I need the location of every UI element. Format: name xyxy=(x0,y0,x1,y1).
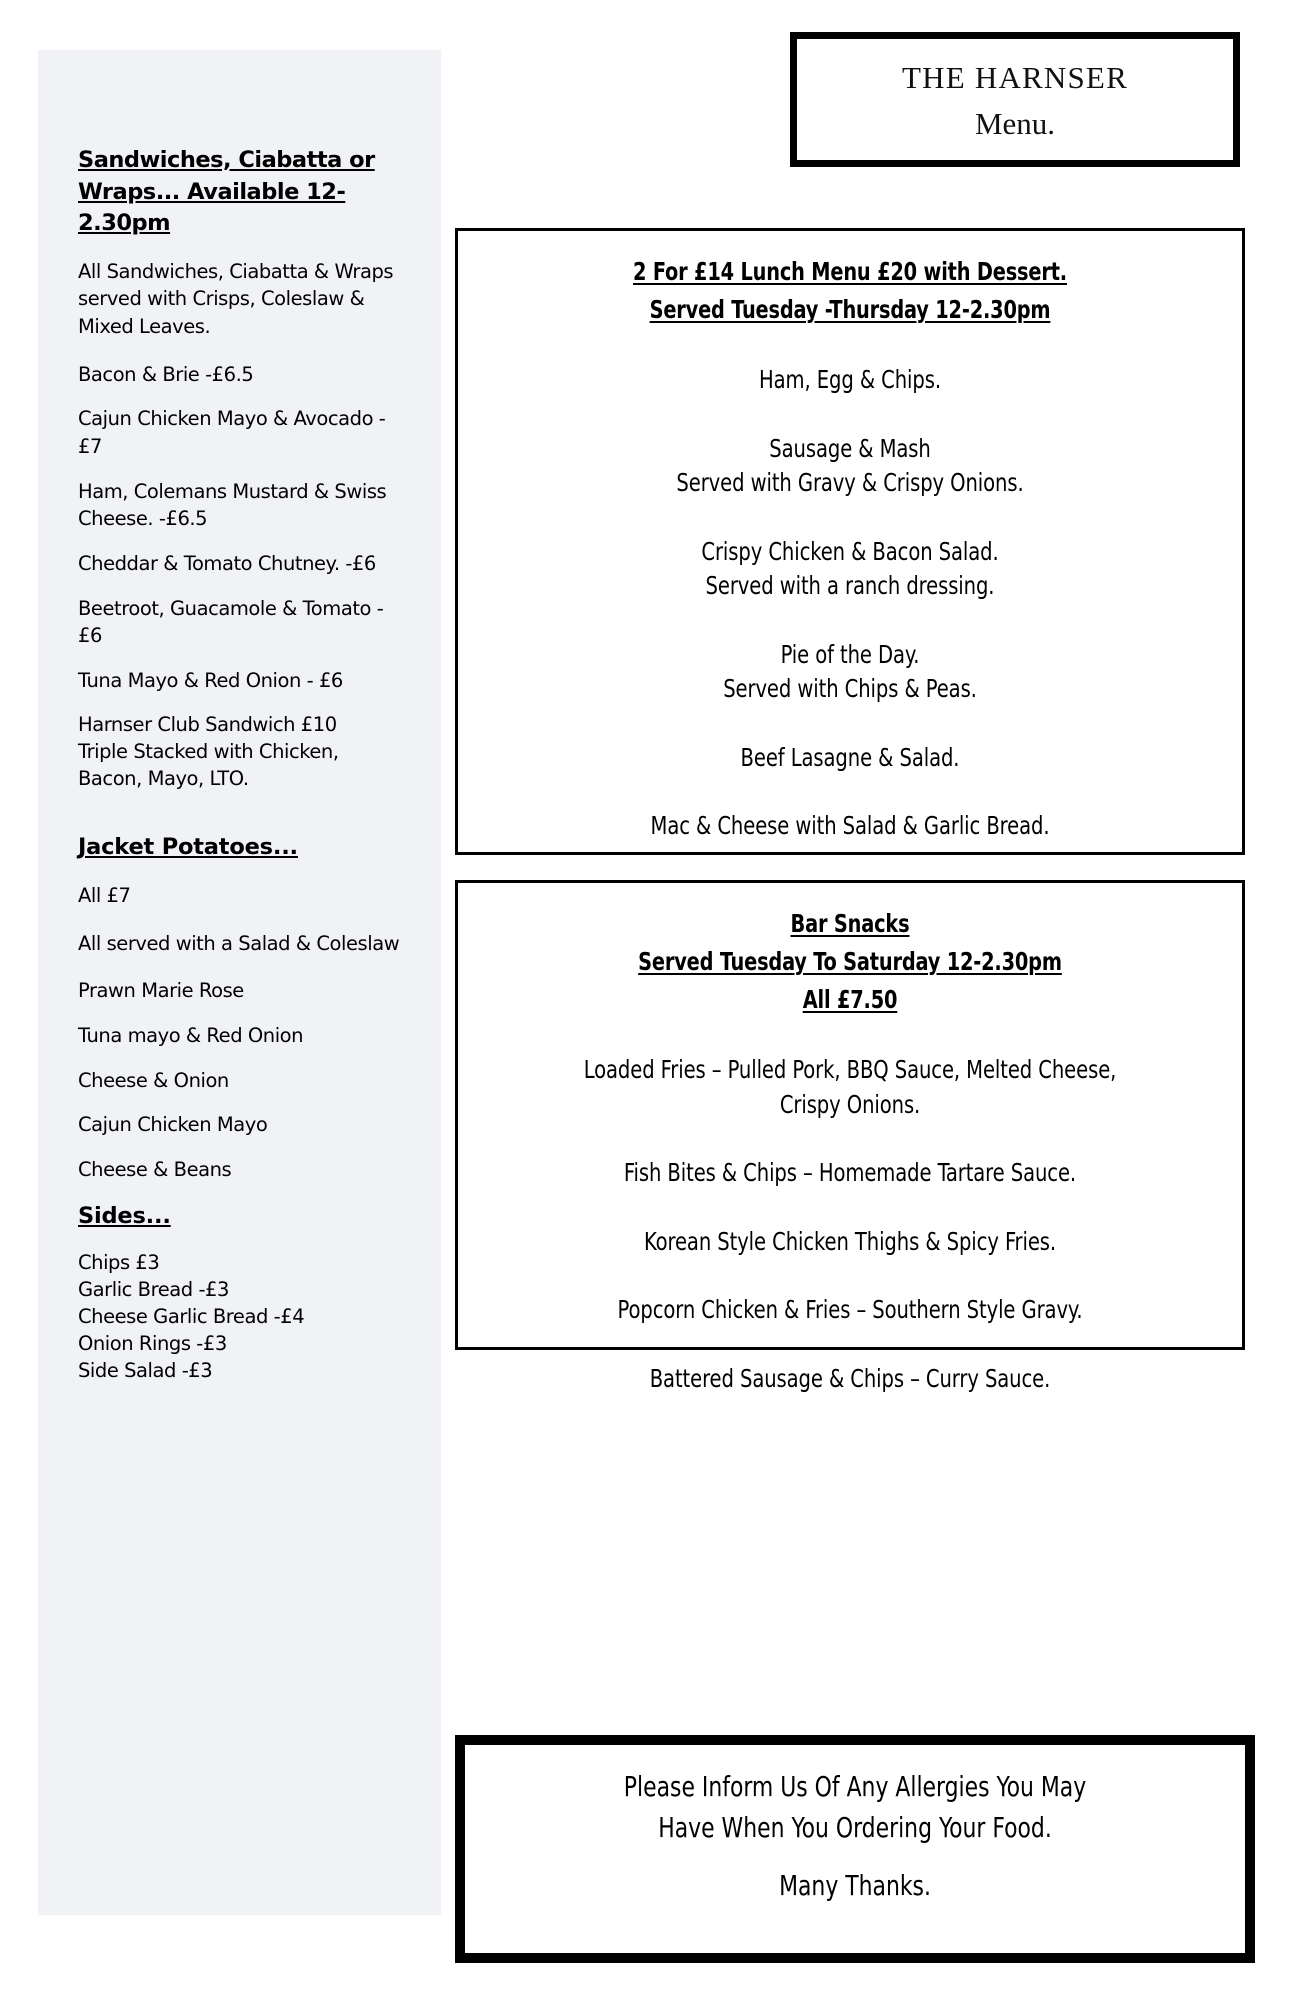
list-item: Tuna mayo & Red Onion xyxy=(78,1024,304,1048)
sandwiches-heading xyxy=(78,145,403,240)
list-item: Cheese & Onion xyxy=(78,1068,229,1092)
sides-heading xyxy=(78,1201,403,1233)
bar-snacks-content xyxy=(458,883,1242,1396)
allergy-notice-line-3: Many Thanks. xyxy=(779,1869,931,1903)
list-item: Tuna Mayo & Red Onion - £6 xyxy=(78,669,343,693)
sandwiches-heading-line-2: Wraps... Available 12- xyxy=(78,178,346,205)
snacks-heading-line-1: Bar Snacks xyxy=(790,909,910,938)
jacket-potatoes-heading xyxy=(78,832,403,864)
sidebar-panel xyxy=(38,50,441,1915)
spacer xyxy=(485,1848,1225,1866)
section-spacer xyxy=(78,792,403,832)
club-sandwich-block xyxy=(78,712,403,793)
jacket-potatoes-heading-text: Jacket Potatoes... xyxy=(78,834,298,861)
list-item: Beef Lasagne & Salad. xyxy=(740,742,960,772)
sandwiches-heading-line-3: 2.30pm xyxy=(78,210,171,236)
club-sandwich-line-1: Harnser Club Sandwich £10 xyxy=(78,712,337,736)
list-item: Side Salad -£3 xyxy=(78,1358,213,1382)
list-item-detail: Crispy Onions. xyxy=(779,1089,921,1119)
list-item: Battered Sausage & Chips – Curry Sauce. xyxy=(649,1363,1051,1393)
allergy-notice-content xyxy=(465,1745,1245,1907)
list-item: Prawn Marie Rose xyxy=(78,979,244,1003)
list-item: Crispy Chicken & Bacon Salad. xyxy=(701,536,999,566)
list-item: Cheese Garlic Bread -£4 xyxy=(78,1305,305,1329)
allergy-notice-panel xyxy=(455,1735,1255,1963)
spacer xyxy=(484,604,1216,638)
menu-subtitle: Menu. xyxy=(974,105,1056,141)
spacer xyxy=(484,844,1216,878)
list-item: Mac & Cheese with Salad & Garlic Bread. xyxy=(650,811,1050,840)
club-sandwich-line-2: Triple Stacked with Chicken, xyxy=(78,739,339,763)
spacer xyxy=(484,1328,1216,1362)
list-item: Korean Style Chicken Thighs & Spicy Fries. xyxy=(643,1226,1057,1256)
list-item: Ham, Colemans Mustard & Swiss Cheese. -£6.5 xyxy=(78,479,387,531)
list-item: Fish Bites & Chips – Homemade Tartare Sauce. xyxy=(623,1158,1077,1187)
list-item-detail: Served with Gravy & Crispy Onions. xyxy=(676,468,1024,497)
spacer xyxy=(484,1191,1216,1225)
lunch-menu-content xyxy=(458,231,1242,912)
list-item: Cajun Chicken Mayo xyxy=(78,1113,268,1137)
list-item: Sausage & Mash xyxy=(769,433,931,463)
restaurant-title-box xyxy=(790,32,1240,167)
snacks-heading-line-2: Served Tuesday To Saturday 12-2.30pm xyxy=(638,947,1062,976)
spacer xyxy=(484,501,1216,535)
spacer xyxy=(484,1122,1216,1156)
spacer xyxy=(484,1019,1216,1053)
snacks-heading-line-3: All £7.50 xyxy=(802,985,898,1014)
list-item: Chips £3 xyxy=(78,1251,160,1275)
spacer xyxy=(484,707,1216,741)
jacket-potatoes-price: All £7 xyxy=(78,883,131,907)
bar-snacks-panel xyxy=(455,880,1245,1393)
list-item-detail: Served with Chips & Peas. xyxy=(723,674,977,703)
allergy-notice-line-1: Please Inform Us Of Any Allergies You May xyxy=(623,1770,1087,1803)
lunch-heading-line-2: Served Tuesday -Thursday 12-2.30pm xyxy=(649,295,1051,324)
lunch-menu-panel xyxy=(455,228,1245,855)
list-item: Cajun Chicken Mayo & Avocado -£7 xyxy=(78,407,386,458)
club-sandwich-line-3: Bacon, Mayo, LTO. xyxy=(78,766,249,790)
sides-list xyxy=(78,1250,403,1385)
list-item: Cheddar & Tomato Chutney. -£6 xyxy=(78,552,376,575)
list-item: Popcorn Chicken & Fries – Southern Style Gravy. xyxy=(617,1295,1083,1324)
list-item: Beetroot, Guacamole & Tomato - £6 xyxy=(78,596,384,648)
sandwiches-heading-line-1: Sandwiches, Ciabatta or xyxy=(78,147,375,173)
spacer xyxy=(484,775,1216,809)
restaurant-name: THE HARNSER xyxy=(902,59,1128,95)
list-item: Cheese & Beans xyxy=(78,1158,232,1182)
list-item: Garlic Bread -£3 xyxy=(78,1278,229,1302)
list-item: Pie of the Day. xyxy=(780,639,920,669)
list-item: Onion Rings -£3 xyxy=(78,1332,227,1355)
list-item: Loaded Fries – Pulled Pork, BBQ Sauce, Melted Cheese, xyxy=(583,1055,1117,1084)
list-item: Bacon & Brie -£6.5 xyxy=(78,362,254,386)
jacket-potatoes-serve-note: All served with a Salad & Coleslaw xyxy=(78,931,400,955)
spacer xyxy=(484,1259,1216,1293)
allergy-notice-line-2: Have When You Ordering Your Food. xyxy=(658,1810,1052,1844)
lunch-heading-line-1: 2 For £14 Lunch Menu £20 with Dessert. xyxy=(632,257,1067,286)
spacer xyxy=(484,329,1216,363)
spacer xyxy=(484,398,1216,432)
sandwiches-intro: All Sandwiches, Ciabatta & Wraps served with Crisps, Coleslaw & Mixed Leaves. xyxy=(78,259,394,338)
list-item: Ham, Egg & Chips. xyxy=(759,365,941,394)
list-item-detail: Served with a ranch dressing. xyxy=(705,571,995,600)
sides-heading-text: Sides... xyxy=(78,1202,171,1229)
